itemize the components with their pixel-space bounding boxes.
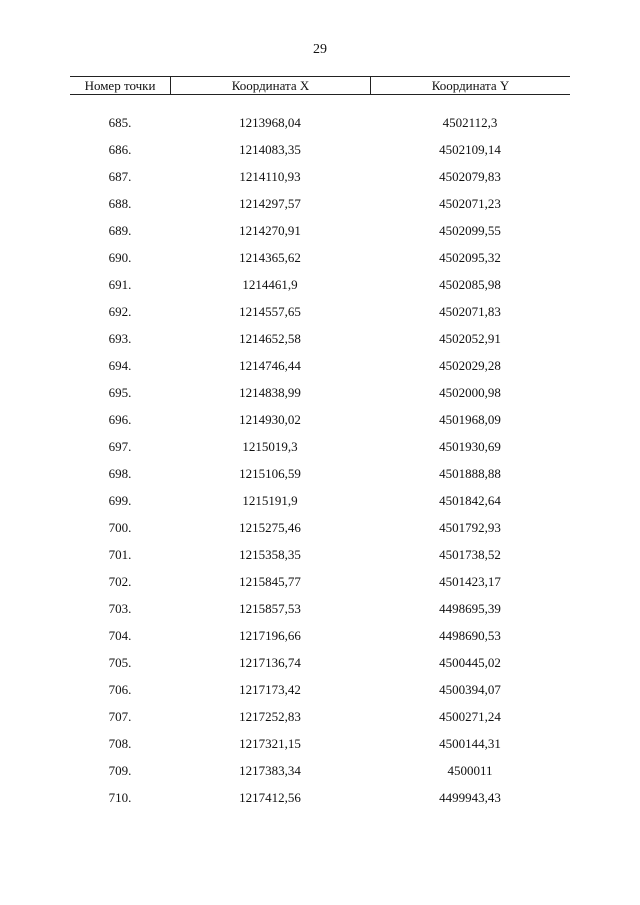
coordinate-y-cell: 4501792,93 — [439, 520, 501, 535]
coordinate-x-cell: 1215358,35 — [239, 547, 301, 562]
coordinate-x-cell: 1217321,15 — [239, 736, 301, 751]
table-row — [70, 784, 570, 811]
coordinate-x-cell: 1217383,34 — [239, 763, 301, 778]
coordinate-y-cell: 4500445,02 — [439, 655, 501, 670]
table-row — [70, 433, 570, 460]
point-number-cell: 708. — [108, 736, 132, 751]
coordinate-y-cell: 4502085,98 — [439, 277, 501, 292]
coordinate-x-cell: 1214461,9 — [242, 277, 298, 292]
coordinate-y-cell: 4502112,3 — [442, 115, 498, 130]
table-row — [70, 163, 570, 190]
coordinate-x-cell: 1214083,35 — [239, 142, 301, 157]
point-number-cell: 689. — [108, 223, 132, 238]
point-number-cell: 688. — [108, 196, 132, 211]
table-body — [70, 109, 570, 811]
coordinate-y-cell: 4501930,69 — [439, 439, 501, 454]
table-row — [70, 703, 570, 730]
coordinate-y-cell: 4502000,98 — [439, 385, 501, 400]
coordinate-x-cell: 1215191,9 — [242, 493, 298, 508]
coordinate-x-cell: 1215019,3 — [242, 439, 298, 454]
point-number-cell: 694. — [108, 358, 132, 373]
coordinate-y-cell: 4501423,17 — [439, 574, 501, 589]
table-row — [70, 649, 570, 676]
point-number-cell: 697. — [108, 439, 132, 454]
coordinate-y-cell: 4500011 — [447, 763, 493, 778]
coordinate-x-cell: 1214270,91 — [239, 223, 301, 238]
point-number-cell: 686. — [108, 142, 132, 157]
table-row — [70, 676, 570, 703]
point-number-cell: 706. — [108, 682, 132, 697]
coordinate-y-cell: 4502071,23 — [439, 196, 501, 211]
table-row — [70, 136, 570, 163]
table-row — [70, 460, 570, 487]
coordinate-y-cell: 4501738,52 — [439, 547, 501, 562]
header-point-number: Номер точки — [84, 78, 156, 93]
point-number-cell: 690. — [108, 250, 132, 265]
coordinate-x-cell: 1215275,46 — [239, 520, 301, 535]
point-number-cell: 709. — [108, 763, 132, 778]
table-row — [70, 406, 570, 433]
header-coordinate-y: Координата Y — [370, 77, 570, 94]
coordinate-x-cell: 1214838,99 — [239, 385, 301, 400]
point-number-cell: 695. — [108, 385, 132, 400]
point-number-cell: 700. — [108, 520, 132, 535]
coordinate-x-cell: 1217196,66 — [239, 628, 301, 643]
point-number-cell: 701. — [108, 547, 132, 562]
table-row — [70, 352, 570, 379]
coordinate-y-cell: 4501842,64 — [439, 493, 501, 508]
coordinate-x-cell: 1214652,58 — [239, 331, 301, 346]
table-row — [70, 541, 570, 568]
coordinate-y-cell: 4502029,28 — [439, 358, 501, 373]
table-row — [70, 595, 570, 622]
point-number-cell: 693. — [108, 331, 132, 346]
coordinate-x-cell: 1217412,56 — [239, 790, 301, 805]
point-number-cell: 685. — [108, 115, 132, 130]
point-number-cell: 687. — [108, 169, 132, 184]
coordinate-y-cell: 4502099,55 — [439, 223, 501, 238]
coordinate-x-cell: 1217252,83 — [239, 709, 301, 724]
table-row — [70, 244, 570, 271]
coordinate-y-cell: 4502109,14 — [439, 142, 501, 157]
table-row — [70, 109, 570, 136]
point-number-cell: 699. — [108, 493, 132, 508]
point-number-cell: 704. — [108, 628, 132, 643]
point-number-cell: 691. — [108, 277, 132, 292]
coordinate-y-cell: 4500271,24 — [439, 709, 501, 724]
coordinate-x-cell: 1217136,74 — [239, 655, 301, 670]
table-row — [70, 487, 570, 514]
coordinate-y-cell: 4502071,83 — [439, 304, 501, 319]
point-number-cell: 707. — [108, 709, 132, 724]
coordinate-x-cell: 1215845,77 — [239, 574, 301, 589]
coordinate-y-cell: 4500394,07 — [439, 682, 501, 697]
point-number-cell: 692. — [108, 304, 132, 319]
point-number-cell: 710. — [108, 790, 132, 805]
coordinate-y-cell: 4502079,83 — [439, 169, 501, 184]
table-row — [70, 568, 570, 595]
table-row — [70, 325, 570, 352]
table-row — [70, 514, 570, 541]
coordinate-x-cell: 1215857,53 — [239, 601, 301, 616]
coordinate-y-cell: 4498695,39 — [439, 601, 501, 616]
coordinate-x-cell: 1214110,93 — [239, 169, 301, 184]
table-row — [70, 730, 570, 757]
point-number-cell: 703. — [108, 601, 132, 616]
coordinate-y-cell: 4502052,91 — [439, 331, 501, 346]
coordinate-x-cell: 1214297,57 — [239, 196, 301, 211]
coordinate-y-cell: 4499943,43 — [439, 790, 501, 805]
page-number: 29 — [313, 42, 327, 57]
coordinate-x-cell: 1213968,04 — [239, 115, 301, 130]
table-header — [70, 76, 570, 95]
coordinate-x-cell: 1214930,02 — [239, 412, 301, 427]
table-row — [70, 622, 570, 649]
point-number-cell: 698. — [108, 466, 132, 481]
table-row — [70, 757, 570, 784]
header-coordinate-x: Координата X — [170, 77, 370, 94]
coordinate-y-cell: 4502095,32 — [439, 250, 501, 265]
coordinate-x-cell: 1217173,42 — [239, 682, 301, 697]
coordinate-y-cell: 4498690,53 — [439, 628, 501, 643]
point-number-cell: 696. — [108, 412, 132, 427]
coordinate-y-cell: 4501968,09 — [439, 412, 501, 427]
table-row — [70, 271, 570, 298]
coordinate-x-cell: 1214557,65 — [239, 304, 301, 319]
point-number-cell: 702. — [108, 574, 132, 589]
coordinate-x-cell: 1214746,44 — [239, 358, 301, 373]
table-row — [70, 379, 570, 406]
table-row — [70, 298, 570, 325]
coordinate-x-cell: 1214365,62 — [239, 250, 301, 265]
table-row — [70, 190, 570, 217]
coordinate-y-cell: 4500144,31 — [439, 736, 501, 751]
coordinates-table — [70, 76, 570, 805]
point-number-cell: 705. — [108, 655, 132, 670]
table-row — [70, 217, 570, 244]
coordinate-x-cell: 1215106,59 — [239, 466, 301, 481]
coordinate-y-cell: 4501888,88 — [439, 466, 501, 481]
